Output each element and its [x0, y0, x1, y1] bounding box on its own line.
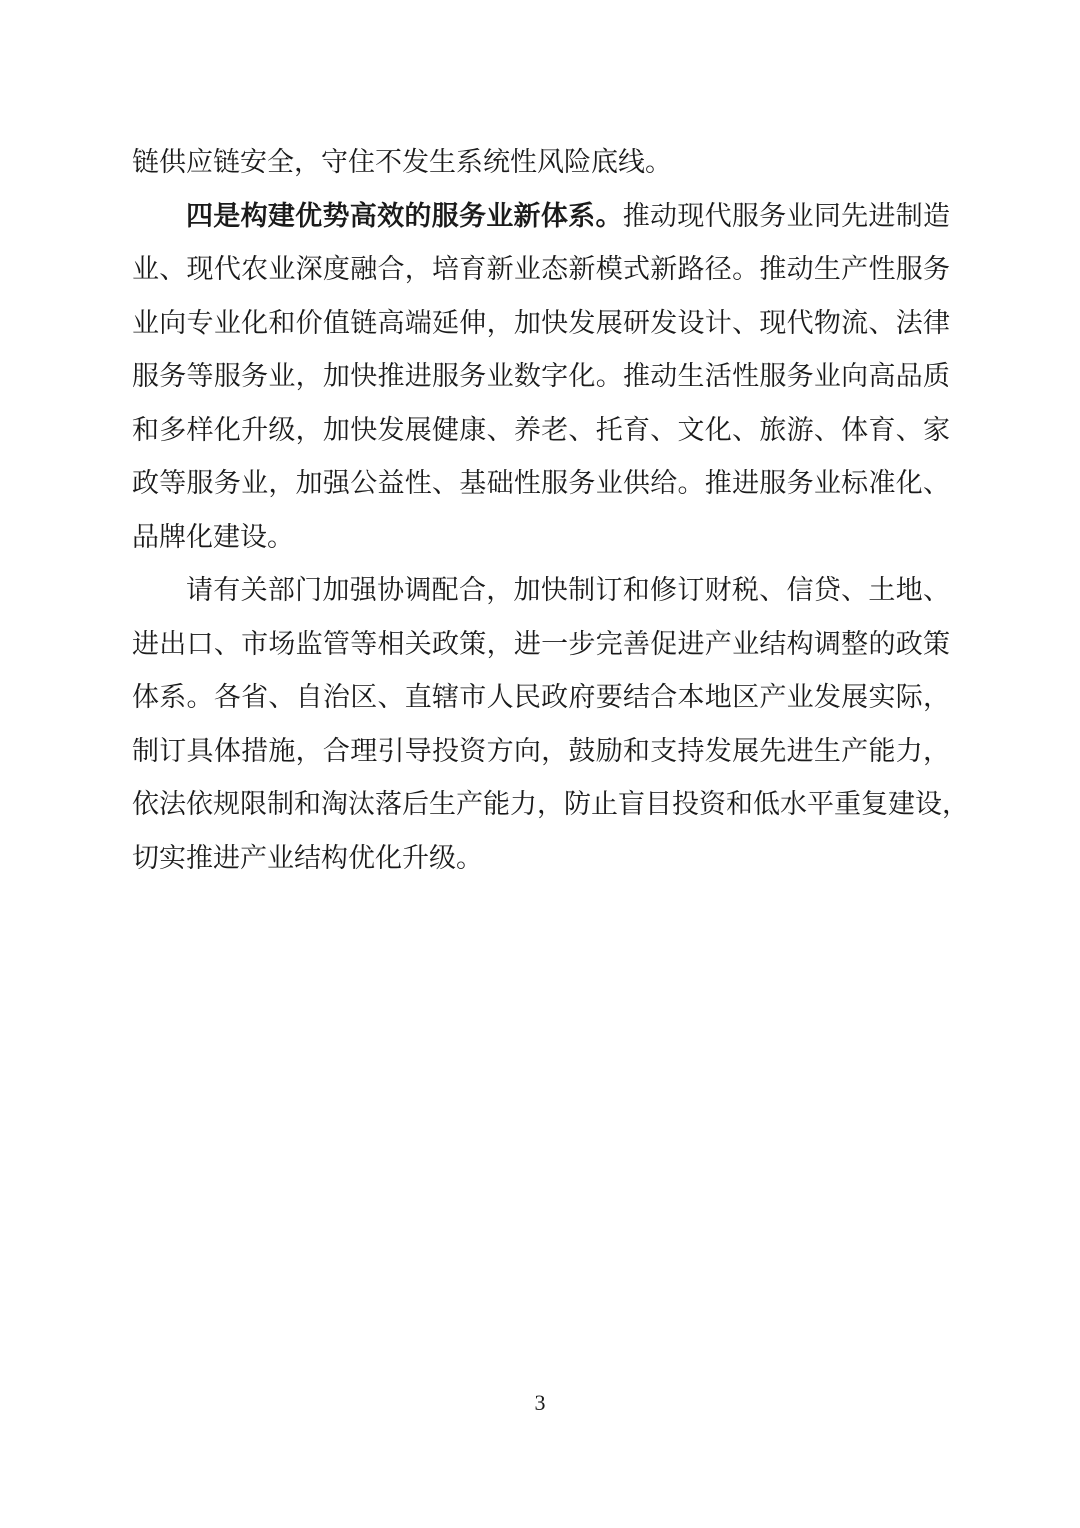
- paragraph-3-line-3: 体系。各省、自治区、直辖市人民政府要结合本地区产业发展实际，: [132, 682, 950, 713]
- paragraph-2-line-3: 业向专业化和价值链高端延伸，加快发展研发设计、现代物流、法律: [132, 307, 950, 339]
- paragraph-1-line-1: 链供应链安全，守住不发生系统性风险底线。: [132, 147, 672, 178]
- paragraph-2-line-7: 品牌化建设。: [132, 521, 294, 553]
- paragraph-3-line-2: 进出口、市场监管等相关政策，进一步完善促进产业结构调整的政策: [132, 628, 950, 660]
- paragraph-2-line-2: 业、现代农业深度融合，培育新业态新模式新路径。推动生产性服务: [132, 254, 950, 285]
- paragraph-3-line-1: 请有关部门加强协调配合，加快制订和修订财税、信贷、土地、: [186, 575, 950, 606]
- paragraph-2-line-1: [132, 190, 950, 244]
- page-number: 3: [534, 1390, 546, 1415]
- paragraph-3-line-6: 切实推进产业结构优化升级。: [132, 842, 483, 874]
- paragraph-3-line-4: 制订具体措施，合理引导投资方向，鼓励和支持发展先进生产能力，: [132, 735, 950, 767]
- paragraph-2-line-5: 和多样化升级，加快发展健康、养老、托育、文化、旅游、体育、家: [132, 414, 950, 446]
- paragraph-2-first-line-rest: 推动现代服务业同先进制造: [622, 200, 951, 232]
- paragraph-2-bold-lead: 四是构建优势高效的服务业新体系。: [186, 200, 623, 232]
- paragraph-3-line-5: 依法依规限制和淘汰落后生产能力，防止盲目投资和低水平重复建设，: [132, 789, 969, 820]
- paragraph-2-line-4: 服务等服务业，加快推进服务业数字化。推动生活性服务业向高品质: [132, 361, 950, 392]
- paragraph-2-line-6: 政等服务业，加强公益性、基础性服务业供给。推进服务业标准化、: [132, 468, 950, 499]
- document-body: [132, 136, 969, 885]
